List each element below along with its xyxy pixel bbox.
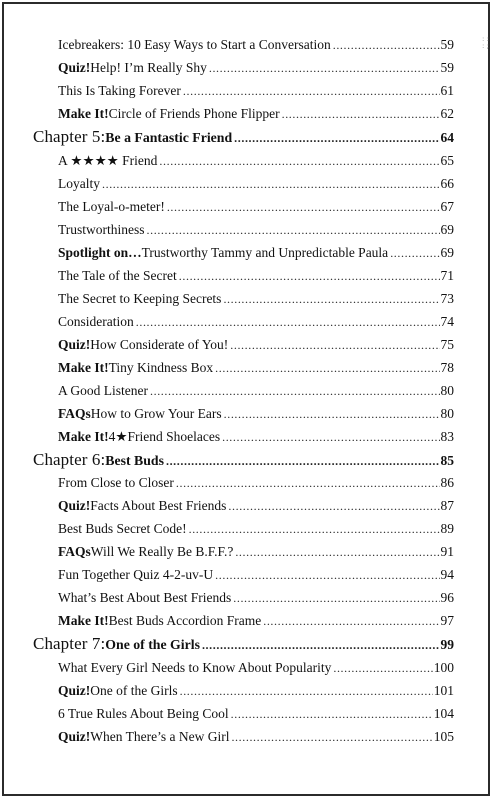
entry-prefix: Spotlight on…	[58, 244, 142, 260]
page-number: 69	[440, 221, 454, 237]
dot-leader	[179, 265, 440, 288]
toc-entry-row	[33, 287, 454, 310]
toc-entry-row	[33, 586, 454, 609]
toc-entry-row	[33, 494, 454, 517]
page-number: 78	[440, 359, 454, 375]
chapter-title: One of the Girls	[105, 637, 200, 652]
page-number: 104	[433, 705, 454, 721]
page-number: 62	[440, 106, 454, 121]
toc-chapter-row	[33, 125, 454, 149]
page-number: 71	[440, 267, 454, 283]
page-number: 97	[440, 613, 454, 628]
dot-leader	[231, 703, 433, 726]
chapter-label: Chapter 6:	[33, 449, 106, 469]
entry-title: How Considerate of You!	[90, 336, 229, 352]
entry-prefix: Quiz!	[58, 498, 91, 513]
toc-chapter-row	[33, 632, 454, 656]
dot-leader	[167, 196, 440, 219]
toc-entry-row	[33, 172, 454, 195]
dot-leader	[333, 34, 440, 57]
page-number: 75	[440, 336, 454, 352]
dot-leader	[180, 680, 433, 703]
dot-leader	[176, 472, 440, 495]
entry-prefix: FAQs	[58, 544, 91, 559]
toc-entry-row	[33, 656, 454, 679]
entry-title: One of the Girls	[90, 682, 178, 698]
table-of-contents	[33, 33, 454, 748]
entry-title: Consideration	[58, 313, 134, 329]
toc-entry-row	[33, 725, 454, 748]
entry-prefix: FAQs	[58, 405, 91, 421]
entry-title: Facts About Best Friends	[90, 498, 227, 513]
chapter-label: Chapter 5:	[33, 127, 106, 146]
dot-leader	[215, 564, 439, 587]
entry-title: Best Buds Secret Code!	[58, 521, 187, 536]
dot-leader	[230, 334, 439, 357]
toc-entry-row	[33, 79, 454, 102]
entry-title: What’s Best About Best Friends	[58, 590, 232, 605]
toc-entry-row	[33, 33, 454, 56]
entry-prefix: Make It!	[58, 613, 109, 628]
toc-entry-row	[33, 425, 454, 448]
entry-title: 4★Friend Shoelaces	[108, 428, 221, 444]
toc-entry-row	[33, 264, 454, 287]
entry-title: Trustworthiness	[58, 221, 145, 237]
page-number: 67	[440, 198, 454, 214]
toc-entry-row	[33, 356, 454, 379]
entry-prefix: Quiz!	[58, 728, 91, 744]
dot-leader	[102, 173, 440, 196]
toc-entry-row	[33, 333, 454, 356]
entry-title: The Loyal-o-meter!	[58, 198, 165, 214]
entry-title: A Good Listener	[58, 382, 148, 398]
dot-leader	[235, 541, 439, 564]
dot-leader	[202, 634, 440, 657]
page-number: 85	[440, 452, 454, 468]
entry-title: A ★★★★ Friend	[58, 152, 158, 168]
dot-leader	[233, 587, 439, 610]
dot-leader	[228, 495, 439, 518]
page-number: 87	[440, 498, 454, 513]
entry-title: Will We Really Be B.F.F.?	[90, 544, 234, 559]
page-number: 66	[440, 175, 454, 191]
page-number: 80	[440, 382, 454, 398]
chapter-label: Chapter 7:	[33, 634, 106, 653]
page-number: 74	[440, 313, 454, 329]
toc-entry-row	[33, 563, 454, 586]
dot-leader	[282, 103, 440, 126]
page-number: 89	[440, 521, 454, 536]
entry-prefix: Quiz!	[58, 60, 91, 75]
toc-entry-row	[33, 540, 454, 563]
page-number: 99	[440, 637, 454, 652]
page-number: 101	[433, 682, 454, 698]
entry-title: Tiny Kindness Box	[108, 359, 214, 375]
page-number: 100	[433, 659, 454, 675]
toc-entry-row	[33, 102, 454, 125]
toc-entry-row	[33, 56, 454, 79]
dot-leader	[183, 80, 440, 103]
toc-entry-row	[33, 471, 454, 494]
entry-title: 6 True Rules About Being Cool	[58, 705, 229, 721]
toc-entry-row	[33, 609, 454, 632]
entry-title: Icebreakers: 10 Easy Ways to Start a Conversation	[58, 37, 331, 52]
toc-entry-row	[33, 679, 454, 702]
entry-prefix: Make It!	[58, 359, 109, 375]
entry-title: Loyalty	[58, 175, 100, 191]
dot-leader	[189, 518, 440, 541]
toc-entry-row	[33, 218, 454, 241]
entry-title: This Is Taking Forever	[58, 83, 181, 98]
page-number: 105	[433, 728, 454, 744]
toc-entry-row	[33, 149, 454, 172]
chapter-title: Be a Fantastic Friend	[105, 130, 233, 145]
entry-title: The Secret to Keeping Secrets	[58, 290, 222, 306]
page-number: 94	[440, 567, 454, 582]
dot-leader	[209, 57, 440, 80]
entry-prefix: Make It!	[58, 428, 109, 444]
dot-leader	[390, 242, 439, 265]
dot-leader	[263, 610, 439, 633]
entry-title: Circle of Friends Phone Flipper	[108, 106, 280, 121]
toc-entry-row	[33, 702, 454, 725]
page-number: 59	[440, 37, 454, 52]
dot-leader	[159, 150, 439, 173]
page-number: 73	[440, 290, 454, 306]
page-number: 59	[440, 60, 454, 75]
dot-leader	[147, 219, 440, 242]
dot-leader	[136, 311, 440, 334]
scan-artifact: : : : ;	[482, 35, 489, 50]
entry-title: What Every Girl Needs to Know About Popularity	[58, 659, 332, 675]
page-number: 61	[440, 83, 454, 98]
page-number: 80	[440, 405, 454, 421]
dot-leader	[223, 288, 439, 311]
entry-title: From Close to Closer	[58, 475, 174, 490]
entry-prefix: Quiz!	[58, 682, 91, 698]
dot-leader	[231, 726, 432, 749]
toc-entry-row	[33, 402, 454, 425]
entry-title: The Tale of the Secret	[58, 267, 177, 283]
page-number: 64	[440, 130, 454, 145]
dot-leader	[234, 127, 439, 150]
toc-chapter-row	[33, 448, 454, 472]
toc-entry-row	[33, 241, 454, 264]
entry-title: How to Grow Your Ears	[90, 405, 222, 421]
chapter-title: Best Buds	[105, 452, 164, 468]
entry-prefix: Quiz!	[58, 336, 91, 352]
dot-leader	[224, 403, 440, 426]
toc-entry-row	[33, 310, 454, 333]
dot-leader	[215, 357, 439, 380]
dot-leader	[150, 380, 440, 403]
page-number: 91	[440, 544, 454, 559]
entry-title: Best Buds Accordion Frame	[108, 613, 262, 628]
page-number: 69	[440, 244, 454, 260]
toc-entry-row	[33, 517, 454, 540]
page-number: 83	[440, 428, 454, 444]
page-number: 96	[440, 590, 454, 605]
dot-leader	[166, 450, 440, 473]
toc-entry-row	[33, 195, 454, 218]
page-number: 86	[440, 475, 454, 490]
entry-title: Trustworthy Tammy and Unpredictable Paula	[141, 244, 389, 260]
dot-leader	[333, 657, 432, 680]
entry-title: Fun Together Quiz 4-2-uv-U	[58, 567, 214, 582]
dot-leader	[222, 426, 439, 449]
page-number: 65	[440, 152, 454, 168]
entry-title: When There’s a New Girl	[90, 728, 230, 744]
toc-entry-row	[33, 379, 454, 402]
entry-title: Help! I’m Really Shy	[90, 60, 207, 75]
entry-prefix: Make It!	[58, 106, 109, 121]
